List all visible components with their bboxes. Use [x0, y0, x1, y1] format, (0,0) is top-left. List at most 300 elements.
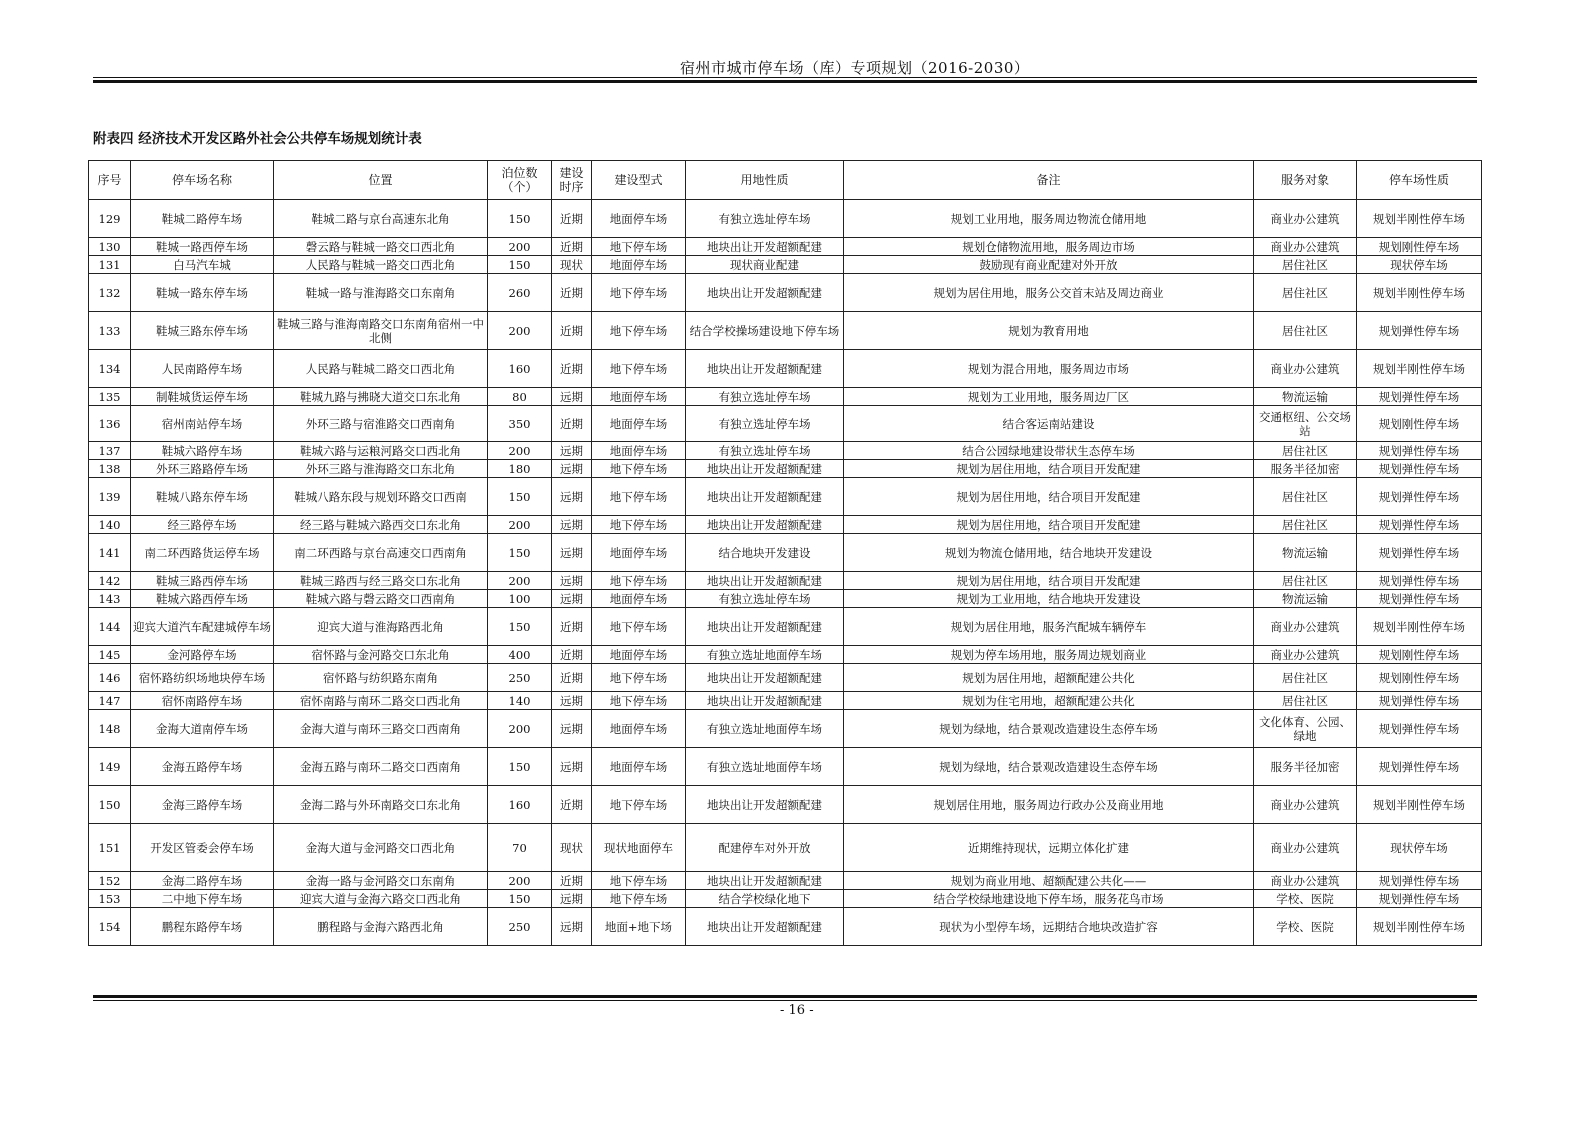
cell-service-target: 交通枢纽、公交场站: [1254, 406, 1357, 442]
cell-index: 133: [89, 312, 131, 350]
cell-land-use: 地块出让开发超额配建: [686, 478, 844, 516]
cell-name: 金海三路停车场: [131, 786, 274, 824]
cell-build-type: 地面停车场: [592, 534, 686, 572]
footer-rule-thin: [93, 1000, 1477, 1001]
cell-location: 鞋城三路西与经三路交口东北角: [274, 572, 488, 590]
cell-spaces: 140: [488, 692, 552, 710]
cell-location: 宿怀路与金河路交口东北角: [274, 646, 488, 664]
table-row: [89, 710, 1482, 748]
cell-phase: 现状: [552, 256, 592, 274]
cell-parking-nature: 规划弹性停车场: [1357, 890, 1482, 908]
cell-land-use: 有独立选址停车场: [686, 406, 844, 442]
cell-spaces: 250: [488, 908, 552, 946]
table-row: [89, 590, 1482, 608]
cell-index: 140: [89, 516, 131, 534]
cell-phase: 远期: [552, 388, 592, 406]
cell-build-type: 地下停车场: [592, 274, 686, 312]
cell-build-type: 地面停车场: [592, 646, 686, 664]
cell-remarks: 近期维持现状，远期立体化扩建: [844, 824, 1254, 872]
cell-remarks: 规划为居住用地，结合项目开发配建: [844, 572, 1254, 590]
cell-remarks: 规划仓储物流用地，服务周边市场: [844, 238, 1254, 256]
cell-parking-nature: 规划弹性停车场: [1357, 872, 1482, 890]
cell-parking-nature: 规划弹性停车场: [1357, 534, 1482, 572]
cell-location: 迎宾大道与淮海路西北角: [274, 608, 488, 646]
cell-index: 129: [89, 200, 131, 238]
cell-spaces: 150: [488, 534, 552, 572]
cell-parking-nature: 规划刚性停车场: [1357, 664, 1482, 692]
col-header-location: 位置: [274, 161, 488, 200]
cell-phase: 近期: [552, 312, 592, 350]
col-header-remarks: 备注: [844, 161, 1254, 200]
cell-service-target: 物流运输: [1254, 590, 1357, 608]
cell-index: 141: [89, 534, 131, 572]
header-rule-thin: [93, 77, 1477, 78]
cell-service-target: 居住社区: [1254, 442, 1357, 460]
document-header-title: 宿州市城市停车场（库）专项规划（2016-2030）: [680, 59, 1030, 77]
cell-name: 二中地下停车场: [131, 890, 274, 908]
cell-name: 鞋城八路东停车场: [131, 478, 274, 516]
cell-index: 147: [89, 692, 131, 710]
cell-index: 138: [89, 460, 131, 478]
cell-location: 迎宾大道与金海六路交口西北角: [274, 890, 488, 908]
cell-index: 143: [89, 590, 131, 608]
cell-parking-nature: 规划弹性停车场: [1357, 460, 1482, 478]
cell-build-type: 地下停车场: [592, 786, 686, 824]
cell-phase: 远期: [552, 478, 592, 516]
cell-parking-nature: 规划弹性停车场: [1357, 478, 1482, 516]
cell-location: 鞋城八路东段与规划环路交口西南: [274, 478, 488, 516]
table-row: [89, 664, 1482, 692]
table-row: [89, 406, 1482, 442]
cell-land-use: 结合学校绿化地下: [686, 890, 844, 908]
cell-land-use: 配建停车对外开放: [686, 824, 844, 872]
cell-index: 137: [89, 442, 131, 460]
cell-index: 152: [89, 872, 131, 890]
cell-spaces: 150: [488, 890, 552, 908]
cell-name: 鹏程东路停车场: [131, 908, 274, 946]
cell-spaces: 100: [488, 590, 552, 608]
cell-spaces: 400: [488, 646, 552, 664]
cell-parking-nature: 规划弹性停车场: [1357, 710, 1482, 748]
cell-name: 宿怀路纺织场地块停车场: [131, 664, 274, 692]
cell-index: 150: [89, 786, 131, 824]
cell-name: 鞋城一路东停车场: [131, 274, 274, 312]
cell-location: 鞋城九路与拂晓大道交口东北角: [274, 388, 488, 406]
cell-location: 金海大道与南环三路交口西南角: [274, 710, 488, 748]
cell-land-use: 地块出让开发超额配建: [686, 872, 844, 890]
cell-location: 南二环西路与京台高速交口西南角: [274, 534, 488, 572]
cell-spaces: 200: [488, 238, 552, 256]
cell-land-use: 结合学校操场建设地下停车场: [686, 312, 844, 350]
cell-phase: 近期: [552, 238, 592, 256]
cell-remarks: 规划为绿地，结合景观改造建设生态停车场: [844, 710, 1254, 748]
cell-build-type: 地下停车场: [592, 608, 686, 646]
cell-land-use: 有独立选址停车场: [686, 590, 844, 608]
cell-land-use: 地块出让开发超额配建: [686, 516, 844, 534]
cell-land-use: 现状商业配建: [686, 256, 844, 274]
table-row: [89, 516, 1482, 534]
cell-phase: 远期: [552, 908, 592, 946]
cell-spaces: 150: [488, 608, 552, 646]
cell-spaces: 150: [488, 748, 552, 786]
cell-spaces: 200: [488, 710, 552, 748]
cell-phase: 近期: [552, 406, 592, 442]
cell-parking-nature: 规划半刚性停车场: [1357, 786, 1482, 824]
table-row: [89, 460, 1482, 478]
cell-parking-nature: 规划刚性停车场: [1357, 238, 1482, 256]
col-header-spaces: 泊位数（个）: [488, 161, 552, 200]
header-rule-thick: [93, 80, 1477, 83]
table-body: [89, 200, 1482, 946]
table-row: [89, 890, 1482, 908]
cell-spaces: 260: [488, 274, 552, 312]
cell-remarks: 规划为居住用地，服务汽配城车辆停车: [844, 608, 1254, 646]
cell-land-use: 有独立选址地面停车场: [686, 646, 844, 664]
cell-phase: 远期: [552, 590, 592, 608]
cell-name: 鞋城三路东停车场: [131, 312, 274, 350]
cell-remarks: 规划为混合用地，服务周边市场: [844, 350, 1254, 388]
cell-location: 宿怀路与纺织路东南角: [274, 664, 488, 692]
cell-build-type: 地面停车场: [592, 256, 686, 274]
cell-phase: 远期: [552, 516, 592, 534]
cell-build-type: 地面停车场: [592, 710, 686, 748]
cell-build-type: 地下停车场: [592, 478, 686, 516]
cell-parking-nature: 规划半刚性停车场: [1357, 350, 1482, 388]
cell-name: 金海大道南停车场: [131, 710, 274, 748]
cell-parking-nature: 规划弹性停车场: [1357, 590, 1482, 608]
cell-remarks: 规划居住用地，服务周边行政办公及商业用地: [844, 786, 1254, 824]
cell-spaces: 150: [488, 256, 552, 274]
cell-build-type: 地面停车场: [592, 442, 686, 460]
cell-service-target: 商业办公建筑: [1254, 350, 1357, 388]
cell-index: 145: [89, 646, 131, 664]
parking-statistics-table: [88, 160, 1482, 946]
col-header-land-use: 用地性质: [686, 161, 844, 200]
cell-parking-nature: 规划半刚性停车场: [1357, 608, 1482, 646]
cell-phase: 近期: [552, 646, 592, 664]
cell-land-use: 有独立选址停车场: [686, 442, 844, 460]
cell-name: 外环三路路停车场: [131, 460, 274, 478]
table-caption: 附表四 经济技术开发区路外社会公共停车场规划统计表: [93, 131, 422, 147]
cell-spaces: 250: [488, 664, 552, 692]
cell-land-use: 地块出让开发超额配建: [686, 350, 844, 388]
cell-parking-nature: 现状停车场: [1357, 256, 1482, 274]
cell-remarks: 结合客运南站建设: [844, 406, 1254, 442]
cell-service-target: 居住社区: [1254, 312, 1357, 350]
cell-land-use: 地块出让开发超额配建: [686, 908, 844, 946]
cell-parking-nature: 规划半刚性停车场: [1357, 274, 1482, 312]
cell-land-use: 地块出让开发超额配建: [686, 664, 844, 692]
cell-build-type: 地下停车场: [592, 890, 686, 908]
cell-remarks: 规划为教育用地: [844, 312, 1254, 350]
col-header-index: 序号: [89, 161, 131, 200]
cell-parking-nature: 规划弹性停车场: [1357, 312, 1482, 350]
cell-service-target: 服务半径加密: [1254, 460, 1357, 478]
cell-build-type: 地下停车场: [592, 572, 686, 590]
cell-spaces: 200: [488, 312, 552, 350]
cell-phase: 近期: [552, 350, 592, 388]
cell-land-use: 有独立选址地面停车场: [686, 748, 844, 786]
cell-land-use: 地块出让开发超额配建: [686, 274, 844, 312]
cell-index: 142: [89, 572, 131, 590]
cell-location: 金海五路与南环二路交口西南角: [274, 748, 488, 786]
cell-location: 金海一路与金河路交口东南角: [274, 872, 488, 890]
cell-service-target: 文化体育、公园、绿地: [1254, 710, 1357, 748]
cell-service-target: 商业办公建筑: [1254, 608, 1357, 646]
cell-phase: 近期: [552, 274, 592, 312]
table-header-row: [89, 161, 1482, 200]
table-row: [89, 608, 1482, 646]
cell-service-target: 商业办公建筑: [1254, 646, 1357, 664]
cell-remarks: 结合公园绿地建设带状生态停车场: [844, 442, 1254, 460]
cell-location: 金海大道与金河路交口西北角: [274, 824, 488, 872]
cell-land-use: 地块出让开发超额配建: [686, 238, 844, 256]
cell-service-target: 居住社区: [1254, 478, 1357, 516]
cell-name: 白马汽车城: [131, 256, 274, 274]
cell-remarks: 规划为物流仓储用地，结合地块开发建设: [844, 534, 1254, 572]
cell-index: 144: [89, 608, 131, 646]
cell-parking-nature: 现状停车场: [1357, 824, 1482, 872]
col-header-service-target: 服务对象: [1254, 161, 1357, 200]
table-row: [89, 388, 1482, 406]
cell-phase: 远期: [552, 748, 592, 786]
cell-index: 132: [89, 274, 131, 312]
cell-spaces: 200: [488, 872, 552, 890]
cell-phase: 远期: [552, 692, 592, 710]
table-row: [89, 274, 1482, 312]
cell-service-target: 商业办公建筑: [1254, 200, 1357, 238]
cell-build-type: 地下停车场: [592, 238, 686, 256]
cell-name: 宿州南站停车场: [131, 406, 274, 442]
cell-build-type: 地下停车场: [592, 350, 686, 388]
cell-index: 154: [89, 908, 131, 946]
cell-remarks: 规划为绿地，结合景观改造建设生态停车场: [844, 748, 1254, 786]
table-row: [89, 238, 1482, 256]
cell-parking-nature: 规划弹性停车场: [1357, 572, 1482, 590]
cell-index: 149: [89, 748, 131, 786]
cell-service-target: 居住社区: [1254, 274, 1357, 312]
cell-location: 鹏程路与金海六路西北角: [274, 908, 488, 946]
cell-spaces: 180: [488, 460, 552, 478]
table-row: [89, 824, 1482, 872]
cell-service-target: 物流运输: [1254, 534, 1357, 572]
table-row: [89, 786, 1482, 824]
cell-index: 139: [89, 478, 131, 516]
cell-remarks: 规划为工业用地，结合地块开发建设: [844, 590, 1254, 608]
cell-spaces: 160: [488, 350, 552, 388]
cell-spaces: 200: [488, 516, 552, 534]
cell-spaces: 80: [488, 388, 552, 406]
cell-service-target: 居住社区: [1254, 516, 1357, 534]
cell-parking-nature: 规划弹性停车场: [1357, 748, 1482, 786]
cell-land-use: 有独立选址停车场: [686, 200, 844, 238]
cell-spaces: 150: [488, 478, 552, 516]
cell-spaces: 200: [488, 572, 552, 590]
cell-name: 经三路停车场: [131, 516, 274, 534]
cell-remarks: 规划为商业用地、超额配建公共化——: [844, 872, 1254, 890]
cell-land-use: 地块出让开发超额配建: [686, 786, 844, 824]
cell-index: 148: [89, 710, 131, 748]
cell-index: 153: [89, 890, 131, 908]
table-row: [89, 200, 1482, 238]
cell-build-type: 地下停车场: [592, 312, 686, 350]
cell-build-type: 地下停车场: [592, 872, 686, 890]
cell-spaces: 200: [488, 442, 552, 460]
cell-location: 鞋城六路与运粮河路交口西北角: [274, 442, 488, 460]
table-row: [89, 692, 1482, 710]
cell-parking-nature: 规划弹性停车场: [1357, 388, 1482, 406]
cell-remarks: 规划为居住用地，结合项目开发配建: [844, 478, 1254, 516]
table-row: [89, 312, 1482, 350]
cell-location: 鞋城三路与淮海南路交口东南角宿州一中北侧: [274, 312, 488, 350]
cell-service-target: 居住社区: [1254, 664, 1357, 692]
cell-location: 宿怀南路与南环二路交口西北角: [274, 692, 488, 710]
cell-parking-nature: 规划刚性停车场: [1357, 406, 1482, 442]
cell-name: 迎宾大道汽车配建城停车场: [131, 608, 274, 646]
table-row: [89, 572, 1482, 590]
cell-location: 鞋城一路与淮海路交口东南角: [274, 274, 488, 312]
cell-build-type: 地下停车场: [592, 516, 686, 534]
cell-remarks: 结合学校绿地建设地下停车场，服务花鸟市场: [844, 890, 1254, 908]
cell-spaces: 70: [488, 824, 552, 872]
cell-remarks: 规划为居住用地，结合项目开发配建: [844, 460, 1254, 478]
cell-spaces: 350: [488, 406, 552, 442]
cell-phase: 现状: [552, 824, 592, 872]
cell-phase: 近期: [552, 608, 592, 646]
cell-build-type: 地面停车场: [592, 406, 686, 442]
table-row: [89, 350, 1482, 388]
cell-land-use: 有独立选址停车场: [686, 388, 844, 406]
col-header-phase: 建设时序: [552, 161, 592, 200]
cell-phase: 远期: [552, 442, 592, 460]
cell-service-target: 服务半径加密: [1254, 748, 1357, 786]
cell-location: 人民路与鞋城二路交口西北角: [274, 350, 488, 388]
cell-location: 金海二路与外环南路交口东北角: [274, 786, 488, 824]
cell-service-target: 商业办公建筑: [1254, 786, 1357, 824]
cell-index: 134: [89, 350, 131, 388]
cell-phase: 远期: [552, 460, 592, 478]
cell-location: 鞋城二路与京台高速东北角: [274, 200, 488, 238]
cell-service-target: 商业办公建筑: [1254, 238, 1357, 256]
cell-location: 磬云路与鞋城一路交口西北角: [274, 238, 488, 256]
cell-location: 外环三路与淮海路交口东北角: [274, 460, 488, 478]
cell-index: 131: [89, 256, 131, 274]
cell-phase: 远期: [552, 572, 592, 590]
cell-phase: 远期: [552, 890, 592, 908]
cell-service-target: 学校、医院: [1254, 890, 1357, 908]
cell-name: 开发区管委会停车场: [131, 824, 274, 872]
cell-remarks: 规划为居住用地，结合项目开发配建: [844, 516, 1254, 534]
cell-spaces: 150: [488, 200, 552, 238]
cell-service-target: 居住社区: [1254, 692, 1357, 710]
table-row: [89, 908, 1482, 946]
cell-build-type: 现状地面停车: [592, 824, 686, 872]
table-row: [89, 256, 1482, 274]
cell-phase: 近期: [552, 200, 592, 238]
table-row: [89, 478, 1482, 516]
cell-land-use: 有独立选址地面停车场: [686, 710, 844, 748]
cell-phase: 近期: [552, 786, 592, 824]
cell-build-type: 地面+地下场: [592, 908, 686, 946]
cell-build-type: 地面停车场: [592, 388, 686, 406]
cell-land-use: 地块出让开发超额配建: [686, 572, 844, 590]
cell-index: 135: [89, 388, 131, 406]
cell-phase: 近期: [552, 664, 592, 692]
cell-parking-nature: 规划刚性停车场: [1357, 646, 1482, 664]
cell-land-use: 地块出让开发超额配建: [686, 608, 844, 646]
cell-location: 鞋城六路与磬云路交口西南角: [274, 590, 488, 608]
cell-name: 鞋城二路停车场: [131, 200, 274, 238]
page-number: - 16 -: [780, 1003, 814, 1018]
cell-build-type: 地下停车场: [592, 460, 686, 478]
cell-location: 经三路与鞋城六路西交口东北角: [274, 516, 488, 534]
cell-build-type: 地面停车场: [592, 590, 686, 608]
table-row: [89, 748, 1482, 786]
cell-index: 146: [89, 664, 131, 692]
cell-remarks: 鼓励现有商业配建对外开放: [844, 256, 1254, 274]
cell-remarks: 规划为居住用地，服务公交首末站及周边商业: [844, 274, 1254, 312]
cell-name: 鞋城一路西停车场: [131, 238, 274, 256]
footer-rule-thick: [93, 995, 1477, 998]
cell-location: 人民路与鞋城一路交口西北角: [274, 256, 488, 274]
cell-name: 金河路停车场: [131, 646, 274, 664]
cell-service-target: 商业办公建筑: [1254, 872, 1357, 890]
cell-build-type: 地下停车场: [592, 664, 686, 692]
cell-land-use: 结合地块开发建设: [686, 534, 844, 572]
cell-index: 151: [89, 824, 131, 872]
table-row: [89, 646, 1482, 664]
cell-name: 鞋城三路西停车场: [131, 572, 274, 590]
cell-service-target: 学校、医院: [1254, 908, 1357, 946]
cell-service-target: 居住社区: [1254, 256, 1357, 274]
cell-remarks: 规划为居住用地，超额配建公共化: [844, 664, 1254, 692]
table-row: [89, 872, 1482, 890]
cell-name: 鞋城六路停车场: [131, 442, 274, 460]
cell-spaces: 160: [488, 786, 552, 824]
cell-parking-nature: 规划半刚性停车场: [1357, 908, 1482, 946]
cell-parking-nature: 规划半刚性停车场: [1357, 200, 1482, 238]
cell-service-target: 居住社区: [1254, 572, 1357, 590]
cell-service-target: 商业办公建筑: [1254, 824, 1357, 872]
cell-land-use: 地块出让开发超额配建: [686, 692, 844, 710]
cell-service-target: 物流运输: [1254, 388, 1357, 406]
cell-phase: 近期: [552, 872, 592, 890]
cell-build-type: 地面停车场: [592, 200, 686, 238]
cell-name: 人民南路停车场: [131, 350, 274, 388]
cell-location: 外环三路与宿淮路交口西南角: [274, 406, 488, 442]
table-row: [89, 534, 1482, 572]
cell-build-type: 地下停车场: [592, 692, 686, 710]
cell-remarks: 规划工业用地，服务周边物流仓储用地: [844, 200, 1254, 238]
cell-remarks: 规划为工业用地，服务周边厂区: [844, 388, 1254, 406]
cell-remarks: 规划为停车场用地，服务周边规划商业: [844, 646, 1254, 664]
cell-name: 制鞋城货运停车场: [131, 388, 274, 406]
cell-remarks: 规划为住宅用地，超额配建公共化: [844, 692, 1254, 710]
cell-name: 金海五路停车场: [131, 748, 274, 786]
cell-parking-nature: 规划弹性停车场: [1357, 692, 1482, 710]
cell-name: 鞋城六路西停车场: [131, 590, 274, 608]
cell-remarks: 现状为小型停车场，远期结合地块改造扩容: [844, 908, 1254, 946]
cell-index: 136: [89, 406, 131, 442]
cell-name: 金海二路停车场: [131, 872, 274, 890]
cell-parking-nature: 规划弹性停车场: [1357, 516, 1482, 534]
col-header-name: 停车场名称: [131, 161, 274, 200]
cell-parking-nature: 规划弹性停车场: [1357, 442, 1482, 460]
cell-phase: 远期: [552, 534, 592, 572]
cell-build-type: 地面停车场: [592, 748, 686, 786]
col-header-build-type: 建设型式: [592, 161, 686, 200]
cell-name: 南二环西路货运停车场: [131, 534, 274, 572]
